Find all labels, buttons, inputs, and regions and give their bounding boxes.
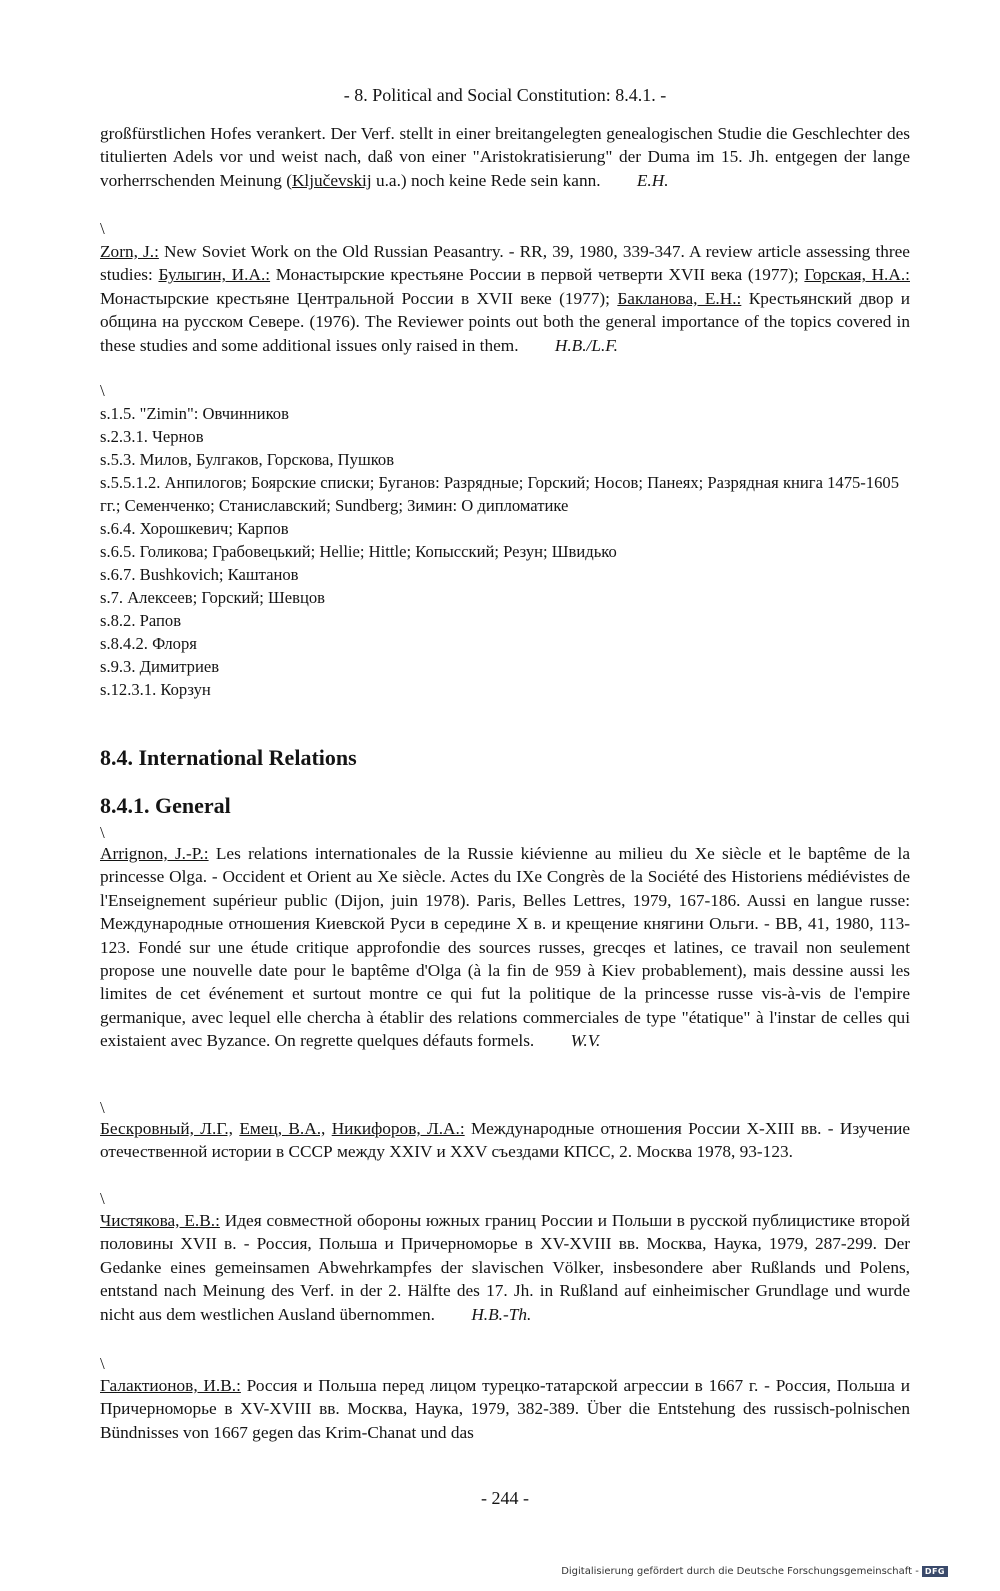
- cross-reference-list: [100, 402, 910, 701]
- entry-author: Булыгин, И.А.:: [158, 265, 271, 285]
- entry-separator: \: [100, 1189, 105, 1208]
- cross-reference: s.8.2. Рапов: [100, 611, 182, 630]
- digitization-footer: [561, 1566, 948, 1577]
- cross-reference: s.7. Алексеев; Горский; Шевцов: [100, 588, 325, 607]
- entry-author: Бескровный, Л.Г.,: [100, 1119, 234, 1138]
- cross-reference: s.9.3. Димитриев: [100, 657, 220, 676]
- entry-author: Галактионов, И.В.:: [100, 1376, 241, 1395]
- entry-author: Бакланова, Е.Н.:: [617, 288, 742, 308]
- entry-separator: \: [100, 219, 105, 238]
- cross-reference: s.5.5.1.2. Анпилогов; Боярские списки; Буганов: Разрядные; Горский; Носов; Панеях; Разрядная книга 1475-1605 гг.; Семенченко; Станиславский; Sundberg; Зимин: О дипломатике: [100, 473, 899, 515]
- entry-author: Arrignon, J.-P.:: [100, 844, 209, 863]
- cross-reference: s.6.7. Bushkovich; Каштанов: [100, 565, 299, 584]
- footer-text: Digitalisierung gefördert durch die Deutsche Forschungsgemeinschaft -: [561, 1566, 919, 1577]
- page-number: - 244 -: [481, 1488, 529, 1508]
- ref-author: Ključevskij: [291, 170, 372, 190]
- running-head: - 8. Political and Social Constitution: 8.4.1. -: [343, 85, 667, 105]
- entry-separator: \: [100, 823, 105, 842]
- reviewer-signature: W.V.: [570, 1031, 601, 1051]
- entry-zorn: Zorn, J.: New Soviet Work on the Old Russian Peasantry. - RR, 39, 1980, 339-347. A review article assessing three studies: Булыгин, И.А.: Монастырские крестьяне России в первой четверти XVII века (1977); Горская, Н.А.: Монастырские крестьяне Центральной России в XVII веке (1977); Бакланова, Е.Н.: Крестьянский двор и община на русском Севере. (1976). The Reviewer points out both the general importance of the topics covered in these studies and some additional issues only raised in them. H.B./L.F.: [100, 242, 910, 355]
- subsection-title: 8.4.1. General: [100, 793, 231, 818]
- entry-author: Емец, В.А.,: [239, 1119, 326, 1138]
- reviewer-signature: H.B.-Th.: [471, 1304, 532, 1324]
- entry-separator: \: [100, 381, 105, 400]
- entry-beskrovnyj: Бескровный, Л.Г., Емец, В.А., Никифоров, Л.А.: Международные отношения России X-XIII вв. - Изучение отечественной истории в СССР между XXIV и XXV съездами КПСС, 2. Москва 1978, 93-123.: [100, 1119, 910, 1162]
- cross-reference: s.8.4.2. Флоря: [100, 634, 197, 653]
- entry-author: Горская, Н.А.:: [804, 265, 910, 285]
- cross-reference: s.2.3.1. Чернов: [100, 427, 204, 446]
- reviewer-signature: H.B./L.F.: [554, 335, 618, 355]
- entry-galaktionov: Галактионов, И.В.: Россия и Польша перед лицом турецко-татарской агрессии в 1667 г. - Россия, Польша и Причерноморье в XV-XVIII вв. Москва, Наука, 1979, 382-389. Über die Entstehung des russisch-polnischen Bündnisses von 1667 gegen das Krim-Chanat und das: [100, 1376, 910, 1442]
- entry-chistjakova: Чистякова, Е.В.: Идея совместной обороны южных границ России и Польши в русской публицистике второй половины XVII в. - Россия, Польша и Причерноморье в XV-XVIII вв. Москва, Наука, 1979, 287-299. Der Gedanke eines gemeinsamen Abwehrkampfes der slavischen Völker, insbesondere aber Rußlands und Polens, entstand nach Meinung des Verf. in der 2. Hälfte des 17. Jh. in Rußland auf einheimischer Grundlage und wurde nicht aus dem westlichen Ausland übernommen. H.B.-Th.: [100, 1211, 910, 1324]
- entry-author: Чистякова, Е.В.:: [100, 1211, 220, 1230]
- entry-hof-continuation: großfürstlichen Hofes verankert. Der Verf. stellt in einer breitangelegten genealogischen Studie die Geschlechter des titulierten Adels vor und weist nach, daß von einer "Aristokratisierung" der Duma im 15. Jh. entgegen der lange vorherrschenden Meinung (Ključevskij u.a.) noch keine Rede sein kann. E.H.: [100, 124, 910, 190]
- entry-arrignon: Arrignon, J.-P.: Les relations internationales de la Russie kiévienne au milieu du Xe siècle et le baptême de la princesse Olga. - Occident et Orient au Xe siècle. Actes du IXe Congrès de la Société des Historiens médiévistes de l'Enseignement supérieur public (Dijon, juin 1978). Paris, Belles Lettres, 1979, 167-186. Aussi en langue russe: Международные отношения Киевской Руси в середине X в. и крещение княгини Ольги. - BB, 41, 1980, 113-123. Fondé sur une étude critique approfondie des sources russes, grecqes et latines, ce travail non seulement propose une nouvelle date pour le baptême d'Olga (à la fin de 959 à Kiev probablement), mais dessine aussi les limites de cet événement et surtout montre ce qui fut la politique de la princesse russe vis-à-vis de l'empire germanique, avec lequel elle chercha à établir des relations commerciales de type "étatique" à l'instar de celles qui existaient avec Byzance. On regrette quelques défauts formels. W.V.: [100, 844, 910, 1051]
- cross-reference: s.1.5. "Zimin": Овчинников: [100, 404, 289, 423]
- entry-separator: \: [100, 1354, 105, 1373]
- cross-reference: s.6.4. Хорошкевич; Карпов: [100, 519, 289, 538]
- entry-author: Zorn, J.:: [100, 242, 159, 261]
- reviewer-signature: E.H.: [636, 170, 669, 190]
- section-title: 8.4. International Relations: [100, 745, 357, 770]
- cross-reference: s.12.3.1. Корзун: [100, 680, 211, 699]
- cross-reference: s.6.5. Голикова; Грабовецький; Hellie; Hittle; Копысский; Резун; Швидько: [100, 542, 617, 561]
- cross-reference: s.5.3. Милов, Булгаков, Горскова, Пушков: [100, 450, 395, 469]
- entry-author: Никифоров, Л.А.:: [331, 1119, 465, 1138]
- entry-separator: \: [100, 1098, 105, 1117]
- dfg-logo: DFG: [922, 1566, 948, 1577]
